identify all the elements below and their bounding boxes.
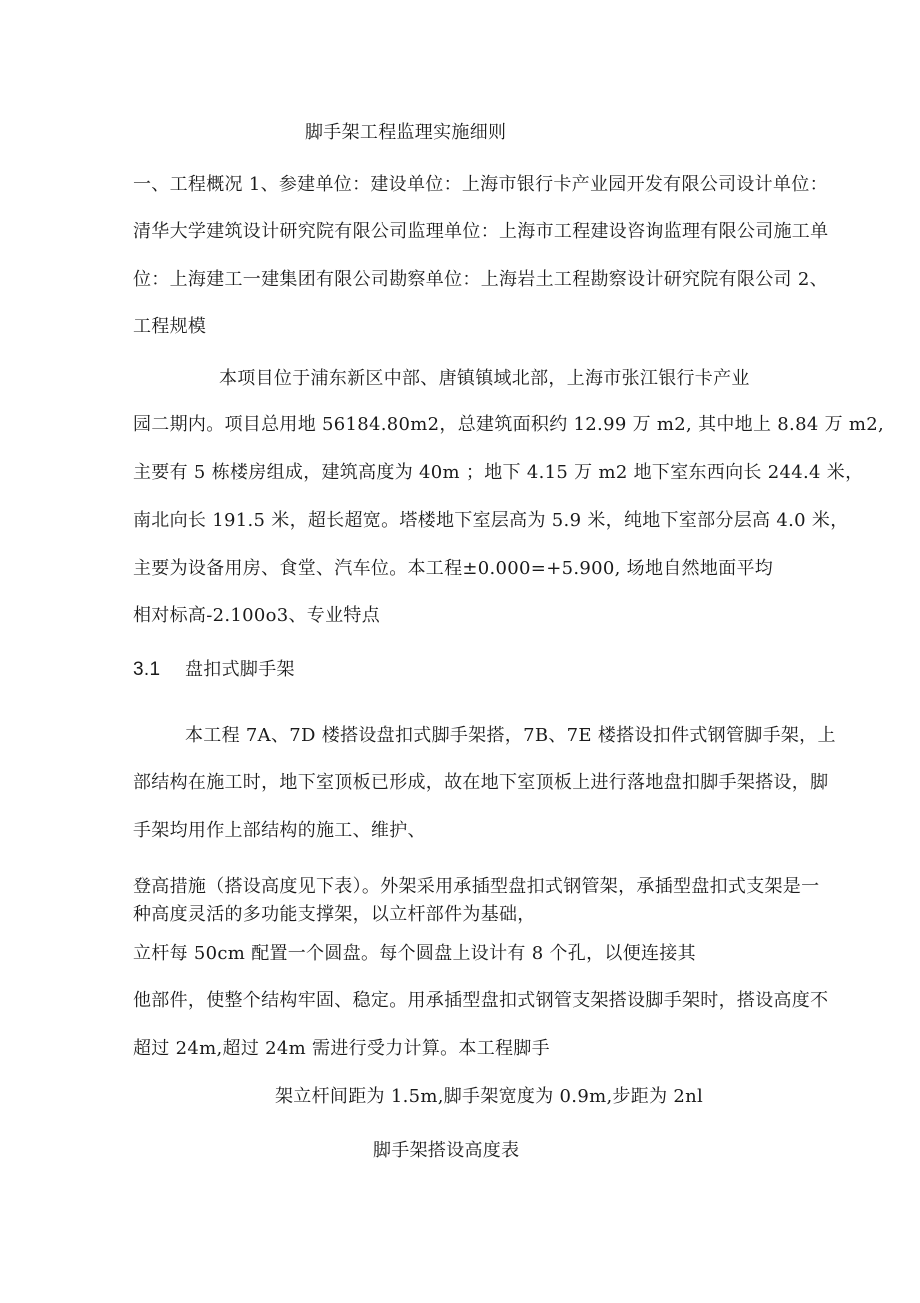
para1-line-3: 手架均用作上部结构的施工、维护、 <box>133 820 426 841</box>
table-title: 脚手架搭设高度表 <box>373 1140 520 1161</box>
para5-line: 架立杆间距为 1.5m,脚手架宽度为 0.9m,步距为 2nl <box>275 1086 704 1107</box>
scale-line-6: 相对标高-2.100o3、专业特点 <box>133 605 381 626</box>
para2-line-1: 登高措施（搭设高度见下表）。外架采用承插型盘扣式钢管架，承插型盘扣式支架是一 <box>133 876 820 897</box>
para1-line-1: 本工程 7A、7D 楼搭设盘扣式脚手架搭，7B、7E 楼搭设扣件式钢管脚手架，上 <box>185 725 836 746</box>
section1-line-1: 一、工程概况 1、参建单位：建设单位：上海市银行卡产业园开发有限公司设计单位： <box>133 174 828 195</box>
scale-line-4: 南北向长 191.5 米，超长超宽。塔楼地下室层高为 5.9 米，纯地下室部分层高 4.0 米， <box>133 510 849 531</box>
section1-line-4: 工程规模 <box>133 316 207 337</box>
section1-line-3: 位：上海建工一建集团有限公司勘察单位：上海岩土工程勘察设计研究院有限公司 2、 <box>133 269 828 290</box>
para3-line: 立杆每 50cm 配置一个圆盘。每个圆盘上设计有 8 个孔，以便连接其 <box>133 943 696 964</box>
para4-line-1: 他部件，使整个结构牢固、稳定。用承插型盘扣式钢管支架搭设脚手架时，搭设高度不 <box>133 990 829 1011</box>
para2-line-2: 种高度灵活的多功能支撑架，以立杆部件为基础， <box>133 904 536 925</box>
section31-number: 3.1 <box>133 659 161 680</box>
scale-line-5: 主要为设备用房、食堂、汽车位。本工程±0.000=+5.900, 场地自然地面平均 <box>133 558 774 579</box>
document-title: 脚手架工程监理实施细则 <box>305 122 507 143</box>
section1-line-2: 清华大学建筑设计研究院有限公司监理单位：上海市工程建设咨询监理有限公司施工单 <box>133 221 829 242</box>
scale-line-1: 本项目位于浦东新区中部、唐镇镇域北部，上海市张江银行卡产业 <box>219 368 750 389</box>
section31-heading: 盘扣式脚手架 <box>185 659 295 680</box>
scale-line-2: 园二期内。项目总用地 56184.80m2，总建筑面积约 12.99 万 m2, 其中地上 8.84 万 m2, <box>133 414 885 435</box>
para1-line-2: 部结构在施工时，地下室顶板已形成，故在地下室顶板上进行落地盘扣脚手架搭设，脚 <box>133 772 829 793</box>
para4-line-2: 超过 24m,超过 24m 需进行受力计算。本工程脚手 <box>133 1038 550 1059</box>
scale-line-3: 主要有 5 栋楼房组成，建筑高度为 40m ；地下 4.15 万 m2 地下室东西向长 244.4 米， <box>133 462 864 483</box>
